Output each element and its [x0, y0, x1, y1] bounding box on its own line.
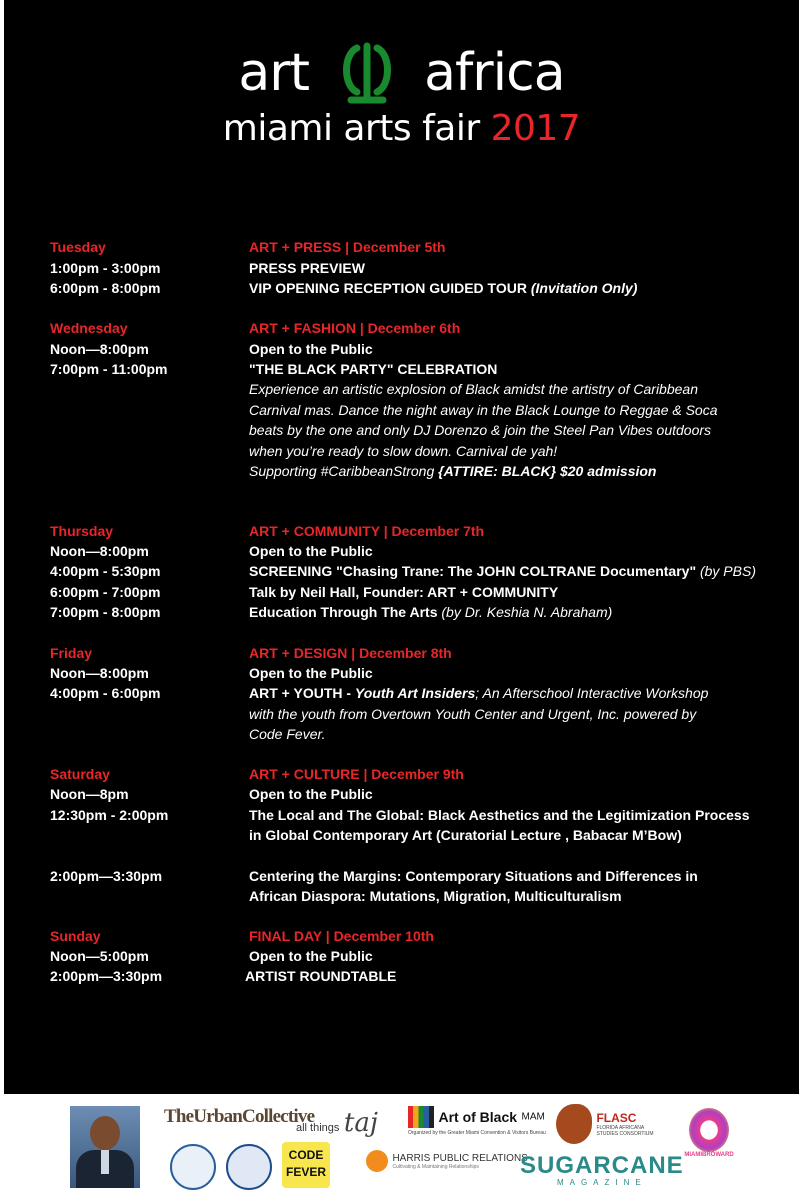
event: in Global Contemporary Art (Curatorial Lecture , Babacar M’Bow): [249, 827, 682, 843]
time: 6:00pm - 7:00pm: [50, 584, 161, 600]
time: Noon—8:00pm: [50, 543, 149, 559]
harris-pr-logo: HARRIS PUBLIC RELATIONS Cultivating & Maintaining Relationships: [366, 1150, 528, 1172]
day-theme: ART + COMMUNITY | December 7th: [249, 523, 485, 539]
day-theme: ART + CULTURE | December 9th: [249, 766, 464, 782]
logo-title: [4, 40, 799, 104]
event-note: (by Dr. Keshia N. Abraham): [441, 604, 613, 620]
adinkra-logo-icon: [339, 42, 395, 104]
event: "THE BLACK PARTY" CELEBRATION: [249, 361, 498, 377]
time: Noon—8:00pm: [50, 341, 149, 357]
circle-emblem-icon: [689, 1108, 729, 1152]
time: 4:00pm - 5:30pm: [50, 563, 161, 579]
event: Open to the Public: [249, 665, 373, 681]
time: 2:00pm—3:30pm: [50, 868, 163, 884]
day-label: Thursday: [50, 523, 114, 539]
event: African Diaspora: Mutations, Migration, Multiculturalism: [249, 888, 622, 904]
event: SCREENING "Chasing Trane: The JOHN COLTRANE Documentary" (by PBS): [249, 563, 756, 579]
time: 6:00pm - 8:00pm: [50, 280, 161, 296]
day-label: Friday: [50, 645, 93, 661]
event-description: Experience an artistic explosion of Black amidst the artistry of Caribbean Carnival mas. Dance the night away in the Black Lounge to Reggae & Soca beats by the one and only DJ Dorenzo & join the Steel Pan Vibes outdoors when you’re ready to slow down. Carnival de yah! Supporting #CaribbeanStrong {ATTIRE: BLACK} $20 admission: [249, 381, 718, 479]
all-things-taj-logo: all things taj: [296, 1108, 378, 1138]
time: 4:00pm - 6:00pm: [50, 685, 161, 701]
event: PRESS PREVIEW: [249, 260, 365, 276]
day-theme: ART + DESIGN | December 8th: [249, 645, 452, 661]
art-of-black-logo: Art of Black MAM Organized by the Greater Miami Convention & Visitors Bureau: [408, 1106, 546, 1136]
event-note: (Invitation Only): [530, 280, 638, 296]
event: ARTIST ROUNDTABLE: [245, 968, 397, 984]
day-theme: ART + FASHION | December 6th: [249, 320, 461, 336]
day-theme: FINAL DAY | December 10th: [249, 928, 434, 944]
event: with the youth from Overtown Youth Center and Urgent, Inc. powered by: [249, 706, 697, 722]
event: Centering the Margins: Contemporary Situations and Differences in: [249, 868, 698, 884]
miami-broward-logo: MIAMIBROWARD: [684, 1108, 734, 1158]
event-poster: [4, 0, 799, 1094]
time: Noon—8pm: [50, 786, 129, 802]
logo-art: art: [238, 43, 310, 103]
event: Code Fever.: [249, 726, 326, 742]
time: Noon—5:00pm: [50, 948, 149, 964]
event: Open to the Public: [249, 543, 373, 559]
event: Open to the Public: [249, 786, 373, 802]
time: 7:00pm - 8:00pm: [50, 604, 161, 620]
day-label: Wednesday: [50, 320, 128, 336]
event: The Local and The Global: Black Aesthetics and the Legitimization Process: [249, 807, 750, 823]
portrait-photo: [70, 1106, 140, 1188]
flasc-logo: FLASC FLORIDA AFRICANA STUDIES CONSORTIUM: [556, 1104, 656, 1144]
harris-emblem-icon: [366, 1150, 388, 1172]
logo-subtitle: [4, 108, 799, 149]
event: Education Through The Arts (by Dr. Keshia N. Abraham): [249, 604, 613, 620]
time: 2:00pm—3:30pm: [50, 968, 163, 984]
code-fever-logo: CODE FEVER: [282, 1142, 330, 1188]
time: Noon—8:00pm: [50, 665, 149, 681]
logo-year: 2017: [490, 108, 581, 149]
time: 7:00pm - 11:00pm: [50, 361, 168, 377]
time: 1:00pm - 3:00pm: [50, 260, 161, 276]
event: Talk by Neil Hall, Founder: ART + COMMUNITY: [249, 584, 559, 600]
day-theme: ART + PRESS | December 5th: [249, 239, 446, 255]
day-label: Saturday: [50, 766, 110, 782]
event-note: (by PBS): [699, 563, 756, 579]
event: VIP OPENING RECEPTION GUIDED TOUR (Invitation Only): [249, 280, 638, 296]
africa-map-icon: [556, 1104, 592, 1144]
day-label: Sunday: [50, 928, 101, 944]
urban-collective-logo: TheUrbanCollective: [164, 1106, 315, 1127]
event: ART + YOUTH - Youth Art Insiders; An Afterschool Interactive Workshop: [249, 685, 709, 701]
sponsor-strip: [0, 1094, 803, 1200]
city-of-miami-seal-icon: [170, 1144, 216, 1190]
day-label: Tuesday: [50, 239, 106, 255]
sugarcane-magazine-logo: SUGARCANE MAGAZINE: [520, 1152, 684, 1187]
time: 12:30pm - 2:00pm: [50, 807, 169, 823]
logo-africa: africa: [424, 43, 565, 103]
event: Open to the Public: [249, 341, 373, 357]
county-seal-icon: [226, 1144, 272, 1190]
logo-fair: miami arts fair: [222, 108, 480, 149]
event: Open to the Public: [249, 948, 373, 964]
